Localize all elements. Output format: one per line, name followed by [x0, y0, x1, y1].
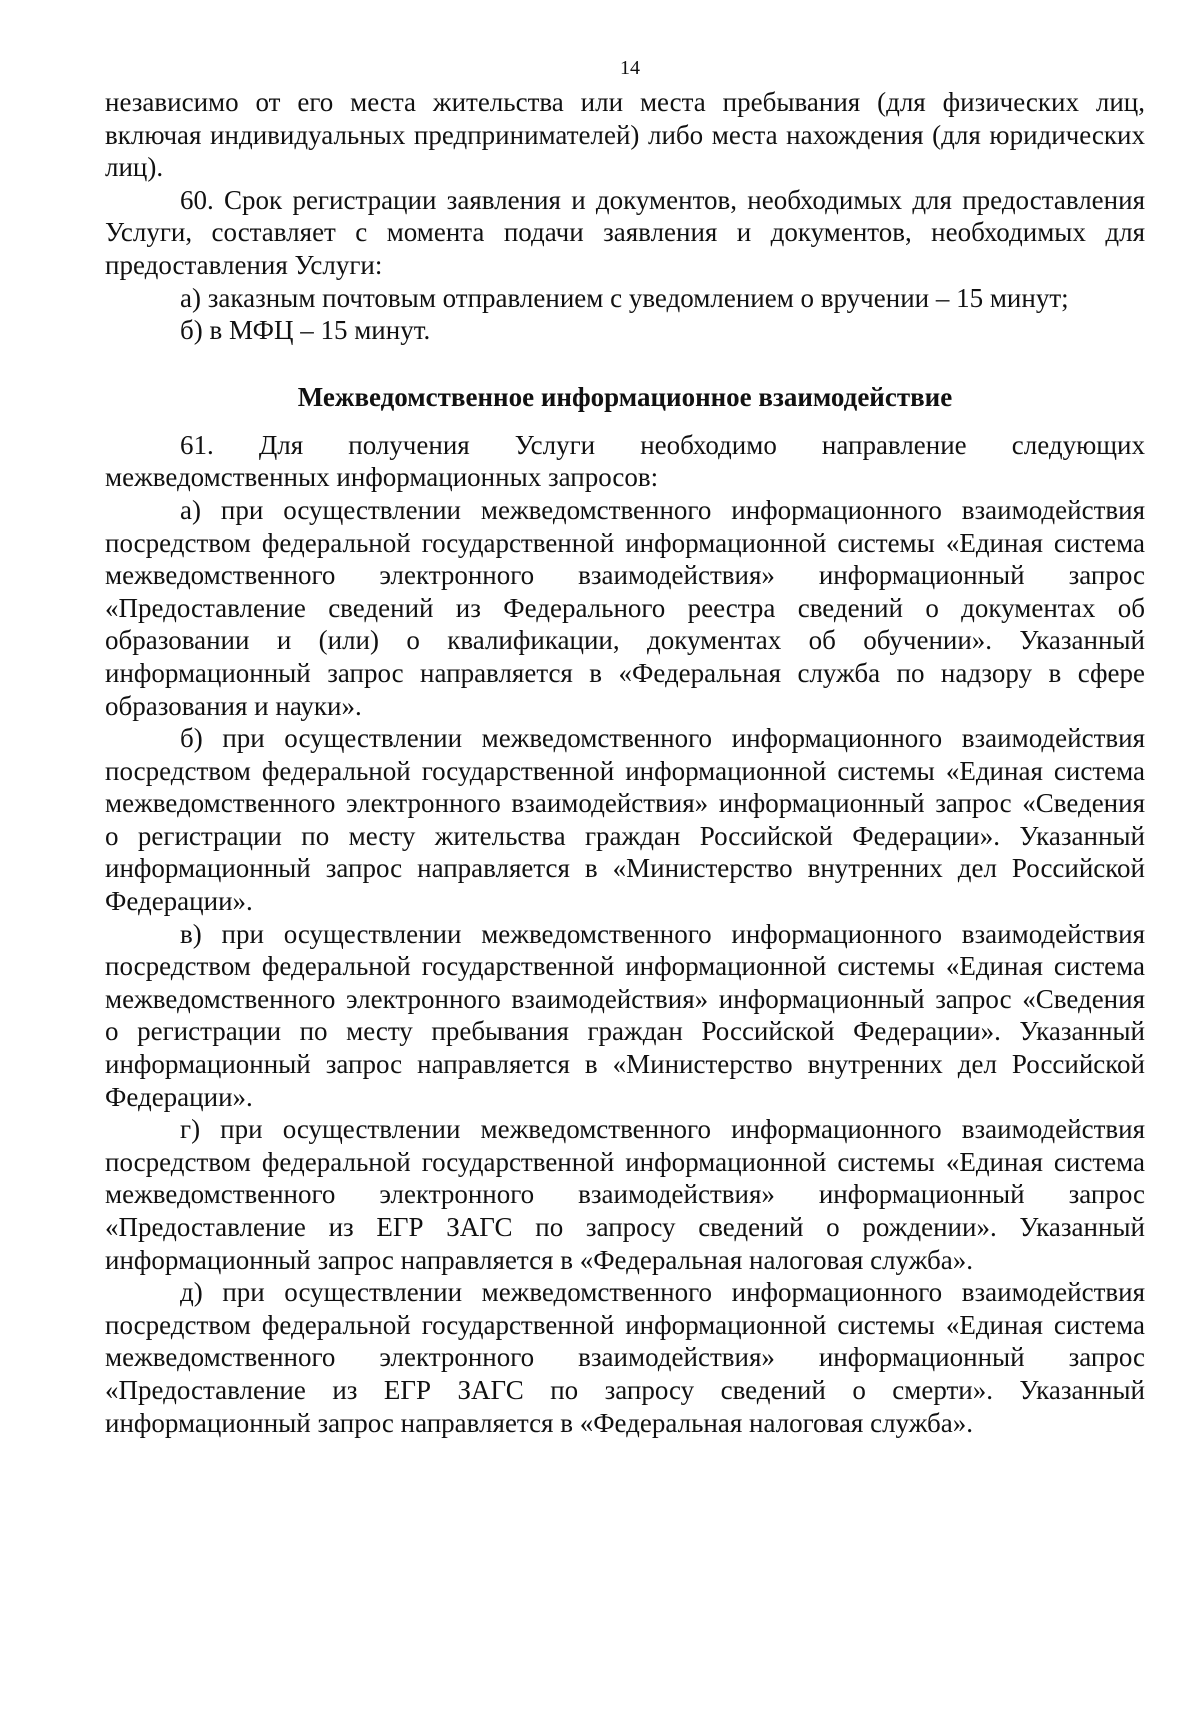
page-number: 14 — [620, 57, 640, 79]
paragraph-61: 61. Для получения Услуги необходимо направление следующих межведомственных информационных запросов: — [105, 429, 1145, 493]
paragraph-61-d: д) при осуществлении межведомственного информационного взаимодействия посредством федеральной государственной информационной системы «Единая система межведомственного электронного взаимодействия» информационный запрос «Предоставление из ЕГР ЗАГС по запросу сведений о смерти». Указанный информационный запрос направляется в «Федеральная налоговая служба». — [105, 1277, 1145, 1438]
paragraph-60-b: б) в МФЦ – 15 минут. — [180, 315, 431, 346]
paragraph-61-g: г) при осуществлении межведомственного информационного взаимодействия посредством федеральной государственной информационной системы «Единая система межведомственного электронного взаимодействия» информационный запрос «Предоставление из ЕГР ЗАГС по запросу сведений о рождении». Указанный информационный запрос направляется в «Федеральная налоговая служба». — [105, 1114, 1145, 1275]
section-heading: Межведомственное информационное взаимодействие — [297, 381, 953, 412]
paragraph-61-b: б) при осуществлении межведомственного информационного взаимодействия посредством федеральной государственной информационной системы «Единая система межведомственного электронного взаимодействия» информационный запрос «Сведения о регистрации по месту жительства граждан Российской Федерации». Указанный информационный запрос направляется в «Министерство внутренних дел Российской Федерации». — [105, 723, 1145, 917]
paragraph-61-v: в) при осуществлении межведомственного информационного взаимодействия посредством федеральной государственной информационной системы «Единая система межведомственного электронного взаимодействия» информационный запрос «Сведения о регистрации по месту пребывания граждан Российской Федерации». Указанный информационный запрос направляется в «Министерство внутренних дел Российской Федерации». — [105, 918, 1145, 1112]
document-body — [105, 58, 1145, 1439]
paragraph-continuation: независимо от его места жительства или места пребывания (для физических лиц, включая индивидуальных предпринимателей) либо места нахождения (для юридических лиц). — [105, 87, 1145, 183]
paragraph-60: 60. Срок регистрации заявления и документов, необходимых для предоставления Услуги, составляет с момента подачи заявления и документов, необходимых для предоставления Услуги: — [105, 184, 1145, 280]
paragraph-60-a: а) заказным почтовым отправлением с уведомлением о вручении – 15 минут; — [180, 282, 1069, 313]
paragraph-61-a: а) при осуществлении межведомственного информационного взаимодействия посредством федеральной государственной информационной системы «Единая система межведомственного электронного взаимодействия» информационный запрос «Предоставление сведений из Федерального реестра сведений о документах об образовании и (или) о квалификации, документах об обучении». Указанный информационный запрос направляется в «Федеральная служба по надзору в сфере образования и науки». — [105, 494, 1145, 721]
